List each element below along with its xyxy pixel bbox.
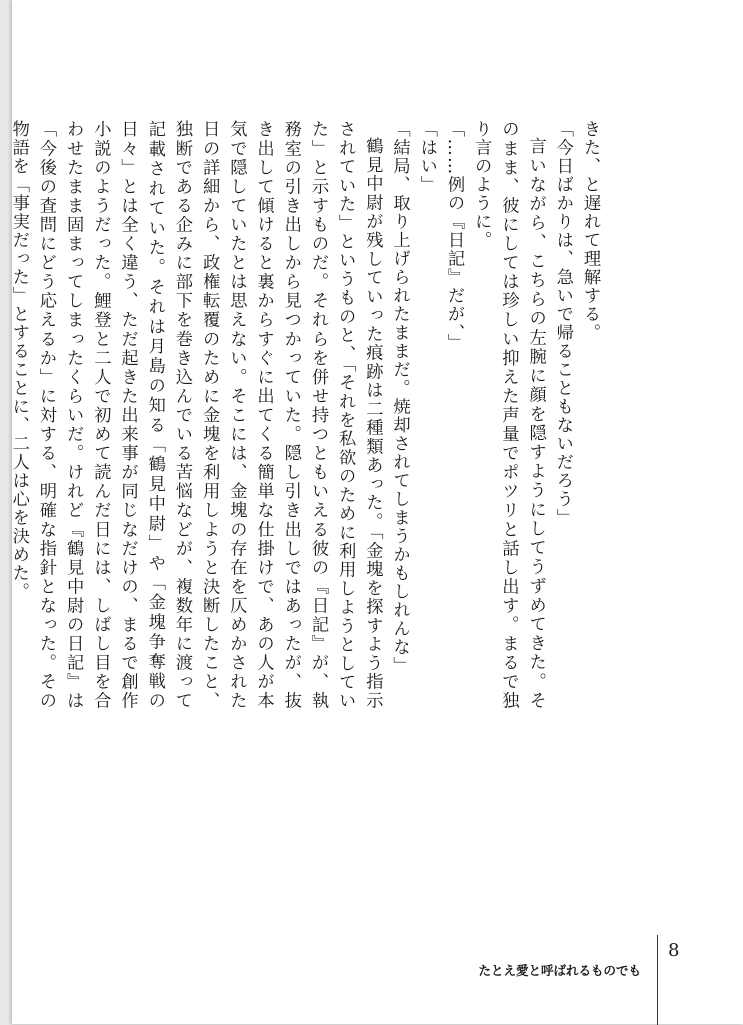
paragraph-4: 「結局、取り上げられたままだ。焼却されてしまうかもしれんな」 — [389, 120, 410, 675]
paragraph-3: 「はい」 — [416, 120, 437, 194]
text-fragment-prefix-3: 言いながら、こちらの左腕に顔を隠すようにしてうずめてきた。そのまま、彼にしては — [498, 120, 546, 710]
text-line-prefix-1: きた、と遅れて理解する。 — [580, 120, 600, 342]
footer-divider — [657, 935, 658, 1025]
text-line-prefix-3 — [467, 120, 549, 710]
paragraph-2: 「……例の『日記』だが、」 — [443, 120, 464, 352]
text-line-prefix-2: 「今日ばかりは、急いで帰ることもないだろう」 — [552, 120, 573, 527]
running-title: たとえ愛と呼ばれるものでも — [478, 963, 641, 978]
body-text — [5, 120, 603, 710]
book-page — [8, 0, 743, 1024]
page-number: 8 — [668, 940, 680, 961]
paragraph-5: 鶴見中尉が残していった痕跡は二種類あった。「金塊を探すよう指示されていた」というものと、「それを私欲のために利用しようとしていた」と示すものだ。それらを併せ持つともいえる彼の『日記』が、執務室の引き出しから見つかっていた。隠し引き出しではあったが、抜き出して傾けると裏からすぐに出てくる簡単な仕掛けで、あの人が本気で隠していたとは思えない。そこには、金塊の存在を仄めかされた日の詳細から、政権転覆のために金塊を利用しようと決断したこと、独断である企みに部下を巻き込んでいる苦悩などが、複数年に渡って記載されていた。それは月島の知る「鶴見中尉」や「金塊争奪戦の日々」とは全く違う、ただ起きた出来事が同じなだけの、まるで創作小説のようだった。鯉登と二人で初めて読んだ日には、しばし目を合わせたまま固まってしまったくらいだ。けれど『鶴見中尉の日記』は「今後の査問にどう応えるか」に対する、明確な指針となった。その物語を「事実だった」とすることに、二人は心を決めた。 — [8, 120, 383, 710]
text-fragment-para-1: 珍しい抑えた声量でポツリと話し出す。まるで独り言のように。 — [471, 120, 519, 710]
